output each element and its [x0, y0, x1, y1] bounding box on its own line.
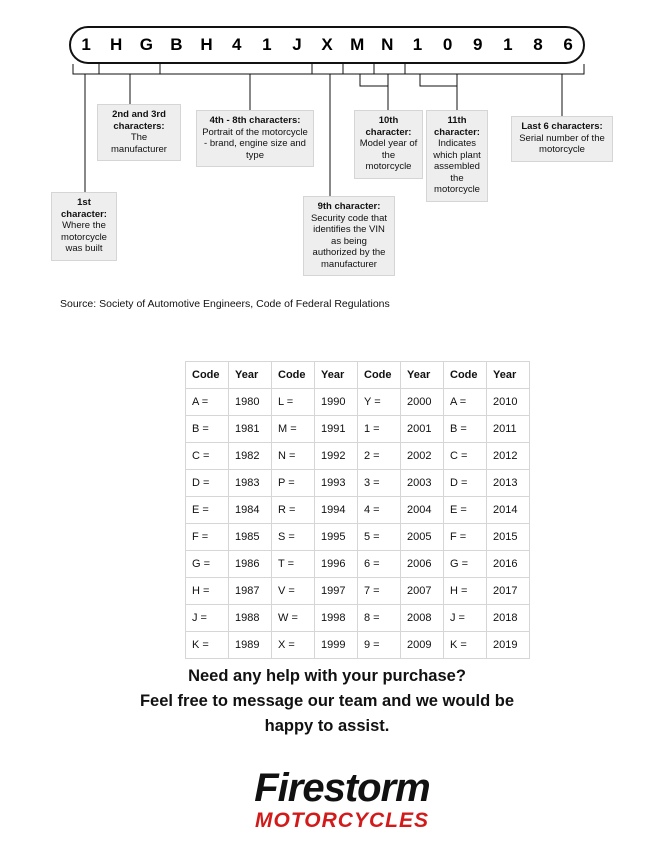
vin-character: X	[321, 35, 333, 54]
table-row	[186, 524, 530, 551]
cell-year: 1995	[315, 524, 358, 551]
vin-character: H	[110, 35, 123, 54]
callout-title: 11th character:	[434, 115, 480, 138]
callout-body: Where the motorcycle was built	[61, 220, 107, 254]
vin-character: 6	[563, 35, 573, 54]
cell-year: 2010	[487, 389, 530, 416]
vin-character-bar	[69, 26, 585, 64]
table-header-row	[186, 362, 530, 389]
table-row	[186, 551, 530, 578]
cell-code: D =	[186, 470, 229, 497]
column-header: Year	[315, 362, 358, 389]
logo-secondary-text: MOTORCYCLES	[255, 809, 429, 832]
cell-year: 1999	[315, 632, 358, 659]
vin-character: 1	[262, 35, 272, 54]
cell-year: 1991	[315, 416, 358, 443]
vin-character: M	[350, 35, 365, 54]
cell-code: G =	[444, 551, 487, 578]
cell-year: 1998	[315, 605, 358, 632]
cell-code: R =	[272, 497, 315, 524]
cell-year: 2002	[401, 443, 444, 470]
cell-year: 2000	[401, 389, 444, 416]
cell-year: 2017	[487, 578, 530, 605]
cell-year: 2006	[401, 551, 444, 578]
cell-code: E =	[444, 497, 487, 524]
vin-character: H	[200, 35, 213, 54]
vin-callout-10th-character	[354, 110, 423, 179]
table-row	[186, 632, 530, 659]
column-header: Year	[487, 362, 530, 389]
cell-year: 2005	[401, 524, 444, 551]
vin-diagram	[0, 0, 654, 300]
model-year-code-table	[185, 361, 530, 659]
cell-year: 2004	[401, 497, 444, 524]
cell-code: Y =	[358, 389, 401, 416]
table-row	[186, 497, 530, 524]
cell-year: 1987	[229, 578, 272, 605]
cell-year: 2012	[487, 443, 530, 470]
cell-code: K =	[444, 632, 487, 659]
cell-code: C =	[444, 443, 487, 470]
callout-body: Indicates which plant assembled the motorcycle	[433, 138, 481, 195]
callout-title: 1st character:	[61, 197, 107, 220]
cell-code: 7 =	[358, 578, 401, 605]
callout-title: 2nd and 3rd characters:	[112, 109, 166, 132]
help-line-2: Feel free to message our team and we would be	[139, 692, 515, 710]
cell-code: 8 =	[358, 605, 401, 632]
cell-year: 1985	[229, 524, 272, 551]
vin-character: B	[170, 35, 183, 54]
cell-code: B =	[186, 416, 229, 443]
cell-year: 1996	[315, 551, 358, 578]
callout-body: Model year of the motorcycle	[359, 138, 418, 172]
vin-character: 8	[533, 35, 543, 54]
cell-code: P =	[272, 470, 315, 497]
vin-character: 1	[503, 35, 513, 54]
callout-body: Serial number of the motorcycle	[519, 132, 605, 155]
cell-year: 1997	[315, 578, 358, 605]
cell-year: 2011	[487, 416, 530, 443]
vin-callout-4th-8th-characters	[196, 110, 314, 167]
vin-character: 9	[472, 35, 483, 54]
cell-code: L =	[272, 389, 315, 416]
cell-code: 4 =	[358, 497, 401, 524]
callout-title: 9th character:	[317, 201, 381, 212]
table-row	[186, 605, 530, 632]
vin-character: N	[381, 35, 394, 54]
cell-year: 2019	[487, 632, 530, 659]
table-row	[186, 416, 530, 443]
cell-code: A =	[186, 389, 229, 416]
cell-code: H =	[444, 578, 487, 605]
cell-year: 2007	[401, 578, 444, 605]
table-row	[186, 470, 530, 497]
cell-year: 2015	[487, 524, 530, 551]
vin-character: 4	[231, 35, 242, 54]
cell-year: 2013	[487, 470, 530, 497]
column-header: Code	[444, 362, 487, 389]
vin-callout-11th-character	[426, 110, 488, 202]
cell-year: 2008	[401, 605, 444, 632]
cell-code: S =	[272, 524, 315, 551]
cell-code: V =	[272, 578, 315, 605]
cell-code: 3 =	[358, 470, 401, 497]
vin-callout-9th-character	[303, 196, 395, 276]
cell-code: 6 =	[358, 551, 401, 578]
cell-year: 1990	[315, 389, 358, 416]
cell-year: 1988	[229, 605, 272, 632]
column-header: Code	[186, 362, 229, 389]
table-row	[186, 578, 530, 605]
vin-character: G	[139, 35, 153, 54]
help-line-3: happy to assist.	[264, 717, 390, 735]
cell-code: W =	[272, 605, 315, 632]
cell-year: 1986	[229, 551, 272, 578]
cell-code: F =	[186, 524, 229, 551]
cell-code: J =	[186, 605, 229, 632]
callout-body: Portrait of the motorcycle - brand, engine size and type	[202, 126, 308, 161]
cell-code: 5 =	[358, 524, 401, 551]
cell-code: J =	[444, 605, 487, 632]
cell-year: 2014	[487, 497, 530, 524]
firestorm-motorcycles-logo	[183, 765, 501, 845]
callout-title: 10th character:	[365, 115, 412, 138]
cell-year: 1982	[229, 443, 272, 470]
cell-code: X =	[272, 632, 315, 659]
cell-code: K =	[186, 632, 229, 659]
cell-year: 1980	[229, 389, 272, 416]
callout-body: The manufacturer	[111, 132, 167, 155]
cell-code: 2 =	[358, 443, 401, 470]
cell-year: 1993	[315, 470, 358, 497]
cell-code: N =	[272, 443, 315, 470]
cell-code: B =	[444, 416, 487, 443]
column-header: Code	[272, 362, 315, 389]
cell-year: 1989	[229, 632, 272, 659]
cell-code: D =	[444, 470, 487, 497]
cell-code: A =	[444, 389, 487, 416]
cell-code: F =	[444, 524, 487, 551]
callout-body: Security code that identifies the VIN as being authorized by the manufacturer	[310, 212, 388, 270]
cell-year: 2016	[487, 551, 530, 578]
table-row	[186, 443, 530, 470]
cell-year: 2001	[401, 416, 444, 443]
column-header: Code	[358, 362, 401, 389]
callout-title: Last 6 characters:	[521, 121, 603, 132]
cell-year: 1984	[229, 497, 272, 524]
cell-code: 1 =	[358, 416, 401, 443]
vin-character: 0	[442, 35, 453, 54]
logo-primary-text: Firestorm	[254, 766, 430, 810]
cell-code: T =	[272, 551, 315, 578]
vin-callout-last-6-characters	[511, 116, 613, 162]
vin-character: 1	[81, 35, 91, 54]
cell-year: 2018	[487, 605, 530, 632]
help-line-1: Need any help with your purchase?	[188, 667, 466, 685]
vin-callout-1st-character	[51, 192, 117, 261]
column-header: Year	[229, 362, 272, 389]
cell-code: G =	[186, 551, 229, 578]
cell-year: 1994	[315, 497, 358, 524]
callout-title: 4th - 8th characters:	[209, 115, 301, 126]
cell-year: 1983	[229, 470, 272, 497]
column-header: Year	[401, 362, 444, 389]
cell-code: 9 =	[358, 632, 401, 659]
cell-year: 2003	[401, 470, 444, 497]
cell-year: 1992	[315, 443, 358, 470]
help-message	[47, 664, 607, 739]
source-note: Source: Society of Automotive Engineers, Code of Federal Regulations	[60, 298, 390, 310]
vin-character: J	[292, 35, 302, 54]
cell-code: H =	[186, 578, 229, 605]
table-row	[186, 389, 530, 416]
cell-code: E =	[186, 497, 229, 524]
cell-code: C =	[186, 443, 229, 470]
cell-code: M =	[272, 416, 315, 443]
vin-callout-2nd-3rd-characters	[97, 104, 181, 161]
cell-year: 2009	[401, 632, 444, 659]
vin-character: 1	[412, 35, 423, 54]
cell-year: 1981	[229, 416, 272, 443]
